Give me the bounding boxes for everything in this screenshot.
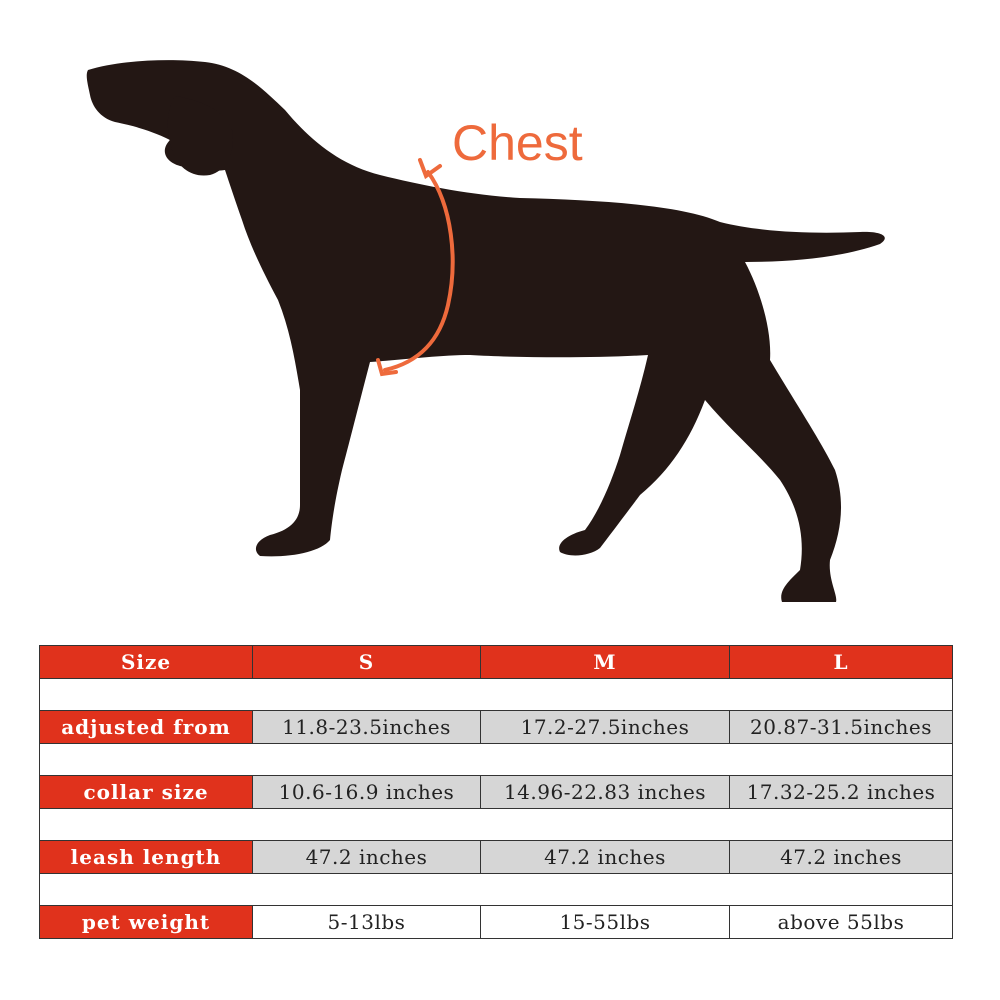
table-cell: 17.32-25.2 inches [730, 776, 953, 809]
table-cell: 47.2 inches [481, 841, 730, 874]
table-cell: 11.8-23.5inches [253, 711, 481, 744]
table-header-row [40, 646, 953, 679]
table-cell: 47.2 inches [253, 841, 481, 874]
header-size-m: M [481, 646, 730, 679]
table-cell: 17.2-27.5inches [481, 711, 730, 744]
table-cell: above 55lbs [730, 906, 953, 939]
row-label: collar size [40, 776, 253, 809]
table-cell: 15-55lbs [481, 906, 730, 939]
table-spacer-row [40, 679, 953, 711]
chest-label: Chest [452, 115, 583, 171]
table-spacer-row [40, 874, 953, 906]
table-row-adjusted-from [40, 711, 953, 744]
row-label: leash length [40, 841, 253, 874]
table-cell: 5-13lbs [253, 906, 481, 939]
row-label: pet weight [40, 906, 253, 939]
row-label: adjusted from [40, 711, 253, 744]
table-cell: 20.87-31.5inches [730, 711, 953, 744]
header-size-label: Size [40, 646, 253, 679]
table-row-leash-length [40, 841, 953, 874]
table-cell: 47.2 inches [730, 841, 953, 874]
header-size-s: S [253, 646, 481, 679]
table-cell: 14.96-22.83 inches [481, 776, 730, 809]
size-chart-table [39, 645, 953, 939]
table-row-pet-weight [40, 906, 953, 939]
header-size-l: L [730, 646, 953, 679]
table-row-collar-size [40, 776, 953, 809]
table-spacer-row [40, 744, 953, 776]
table-cell: 10.6-16.9 inches [253, 776, 481, 809]
table-spacer-row [40, 809, 953, 841]
